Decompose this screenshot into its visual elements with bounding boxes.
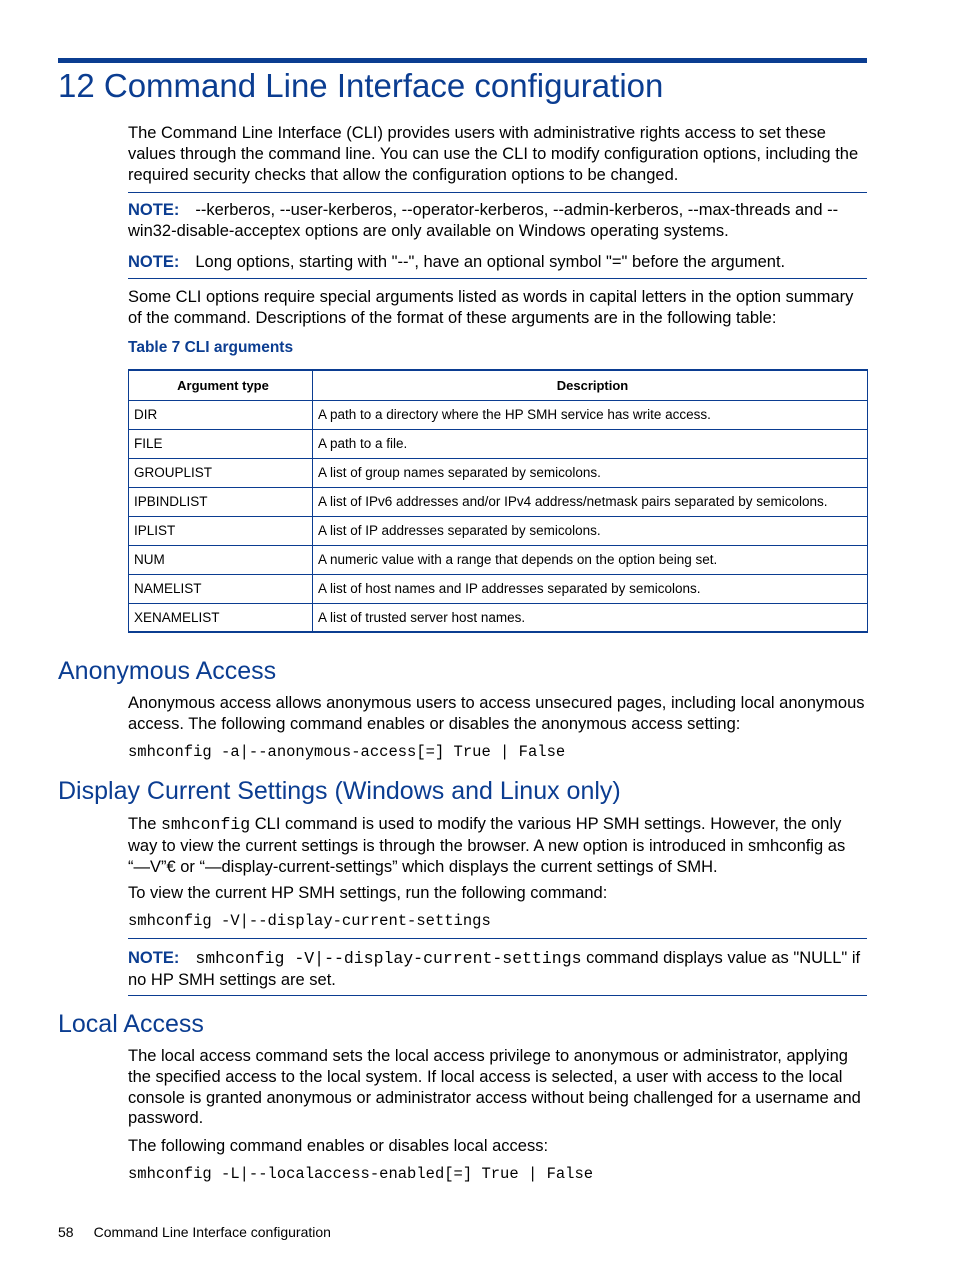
chapter-top-rule xyxy=(58,58,867,63)
section-title-anonymous-access: Anonymous Access xyxy=(58,657,277,685)
note-long-options xyxy=(128,252,868,273)
local-access-paragraph: The local access command sets the local access privilege to anonymous or administrator, applying the specified access to the local system. If local access is selected, a user with access to the local console is granted anonymous or administrator access without being challenged for a username and password. xyxy=(128,1047,861,1128)
description-cell: A list of group names separated by semicolons. xyxy=(313,458,868,487)
note-label: NOTE: xyxy=(128,949,180,967)
description-cell: A list of IPv6 addresses and/or IPv4 address/netmask pairs separated by semicolons. xyxy=(313,487,868,516)
section-title-local-access: Local Access xyxy=(58,1010,204,1038)
cli-arguments-table xyxy=(128,369,868,633)
description-cell: A list of IP addresses separated by semicolons. xyxy=(313,516,868,545)
note-label: NOTE: xyxy=(128,253,180,271)
note-bottom-rule xyxy=(128,278,867,279)
table-row xyxy=(129,545,868,574)
display-text-before: The xyxy=(128,815,162,833)
argument-type-cell: IPLIST xyxy=(129,516,313,545)
display-settings-command: smhconfig -V|--display-current-settings xyxy=(128,912,491,930)
table-header-row xyxy=(129,370,868,400)
note-text: command displays value as "NULL" if no HP SMH settings are set. xyxy=(128,949,861,989)
page-number: 58 xyxy=(58,1224,74,1240)
column-header-description: Description xyxy=(313,370,868,400)
description-cell: A path to a directory where the HP SMH service has write access. xyxy=(313,400,868,429)
argument-type-cell: NUM xyxy=(129,545,313,574)
argument-type-cell: IPBINDLIST xyxy=(129,487,313,516)
argument-type-cell: DIR xyxy=(129,400,313,429)
column-header-argument-type: Argument type xyxy=(129,370,313,400)
note-top-rule xyxy=(128,192,867,193)
table-row xyxy=(129,574,868,603)
footer-chapter-title: Command Line Interface configuration xyxy=(93,1224,331,1240)
display-settings-paragraph xyxy=(128,814,868,877)
display-note-top-rule xyxy=(128,938,867,939)
argument-type-cell: FILE xyxy=(129,429,313,458)
table-row xyxy=(129,458,868,487)
display-run-paragraph: To view the current HP SMH settings, run the following command: xyxy=(128,884,608,902)
note-text: Long options, starting with "--", have an optional symbol "=" before the argument. xyxy=(195,253,786,271)
note-text: --kerberos, --user-kerberos, --operator-kerberos, --admin-kerberos, --max-threads and --win32-disable-acceptex options are only available on Windows operating systems. xyxy=(128,201,839,240)
args-intro-paragraph: Some CLI options require special arguments listed as words in capital letters in the option summary of the command. Descriptions of the format of these arguments are in the following table: xyxy=(128,288,854,327)
chapter-title: 12 Command Line Interface configuration xyxy=(58,67,664,104)
argument-type-cell: XENAMELIST xyxy=(129,603,313,632)
description-cell: A numeric value with a range that depends on the option being set. xyxy=(313,545,868,574)
table-row xyxy=(129,603,868,632)
anonymous-access-command: smhconfig -a|--anonymous-access[=] True | False xyxy=(128,743,566,761)
description-cell: A list of host names and IP addresses separated by semicolons. xyxy=(313,574,868,603)
table-row xyxy=(129,400,868,429)
table-row xyxy=(129,429,868,458)
anonymous-access-paragraph: Anonymous access allows anonymous users to access unsecured pages, including local anonymous access. The following command enables or disables the anonymous access setting: xyxy=(128,694,865,733)
display-note xyxy=(128,948,868,991)
page-footer xyxy=(58,1222,331,1242)
table-caption: Table 7 CLI arguments xyxy=(128,339,294,356)
note-label: NOTE: xyxy=(128,201,180,219)
display-text-after: CLI command is used to modify the various HP SMH settings. However, the only way to view the current settings is through the browser. A new option is introduced in smhconfig as “—V”€ or “—display-current-settings” which displays the current settings of SMH. xyxy=(128,815,846,876)
note-kerberos xyxy=(128,200,868,242)
description-cell: A path to a file. xyxy=(313,429,868,458)
argument-type-cell: NAMELIST xyxy=(129,574,313,603)
table-row xyxy=(129,487,868,516)
local-access-enable-paragraph: The following command enables or disables local access: xyxy=(128,1137,549,1155)
table-row xyxy=(129,516,868,545)
note-inline-command: smhconfig -V|--display-current-settings xyxy=(195,949,582,968)
section-title-display-settings: Display Current Settings (Windows and Linux only) xyxy=(58,777,621,805)
description-cell: A list of trusted server host names. xyxy=(313,603,868,632)
intro-paragraph: The Command Line Interface (CLI) provides users with administrative rights access to set these values through the command line. You can use the CLI to modify configuration options, including the required security checks that allow the configuration options to be changed. xyxy=(128,124,859,184)
display-note-bottom-rule xyxy=(128,995,867,996)
local-access-command: smhconfig -L|--localaccess-enabled[=] True | False xyxy=(128,1165,594,1183)
argument-type-cell: GROUPLIST xyxy=(129,458,313,487)
inline-command-smhconfig: smhconfig xyxy=(161,815,251,834)
